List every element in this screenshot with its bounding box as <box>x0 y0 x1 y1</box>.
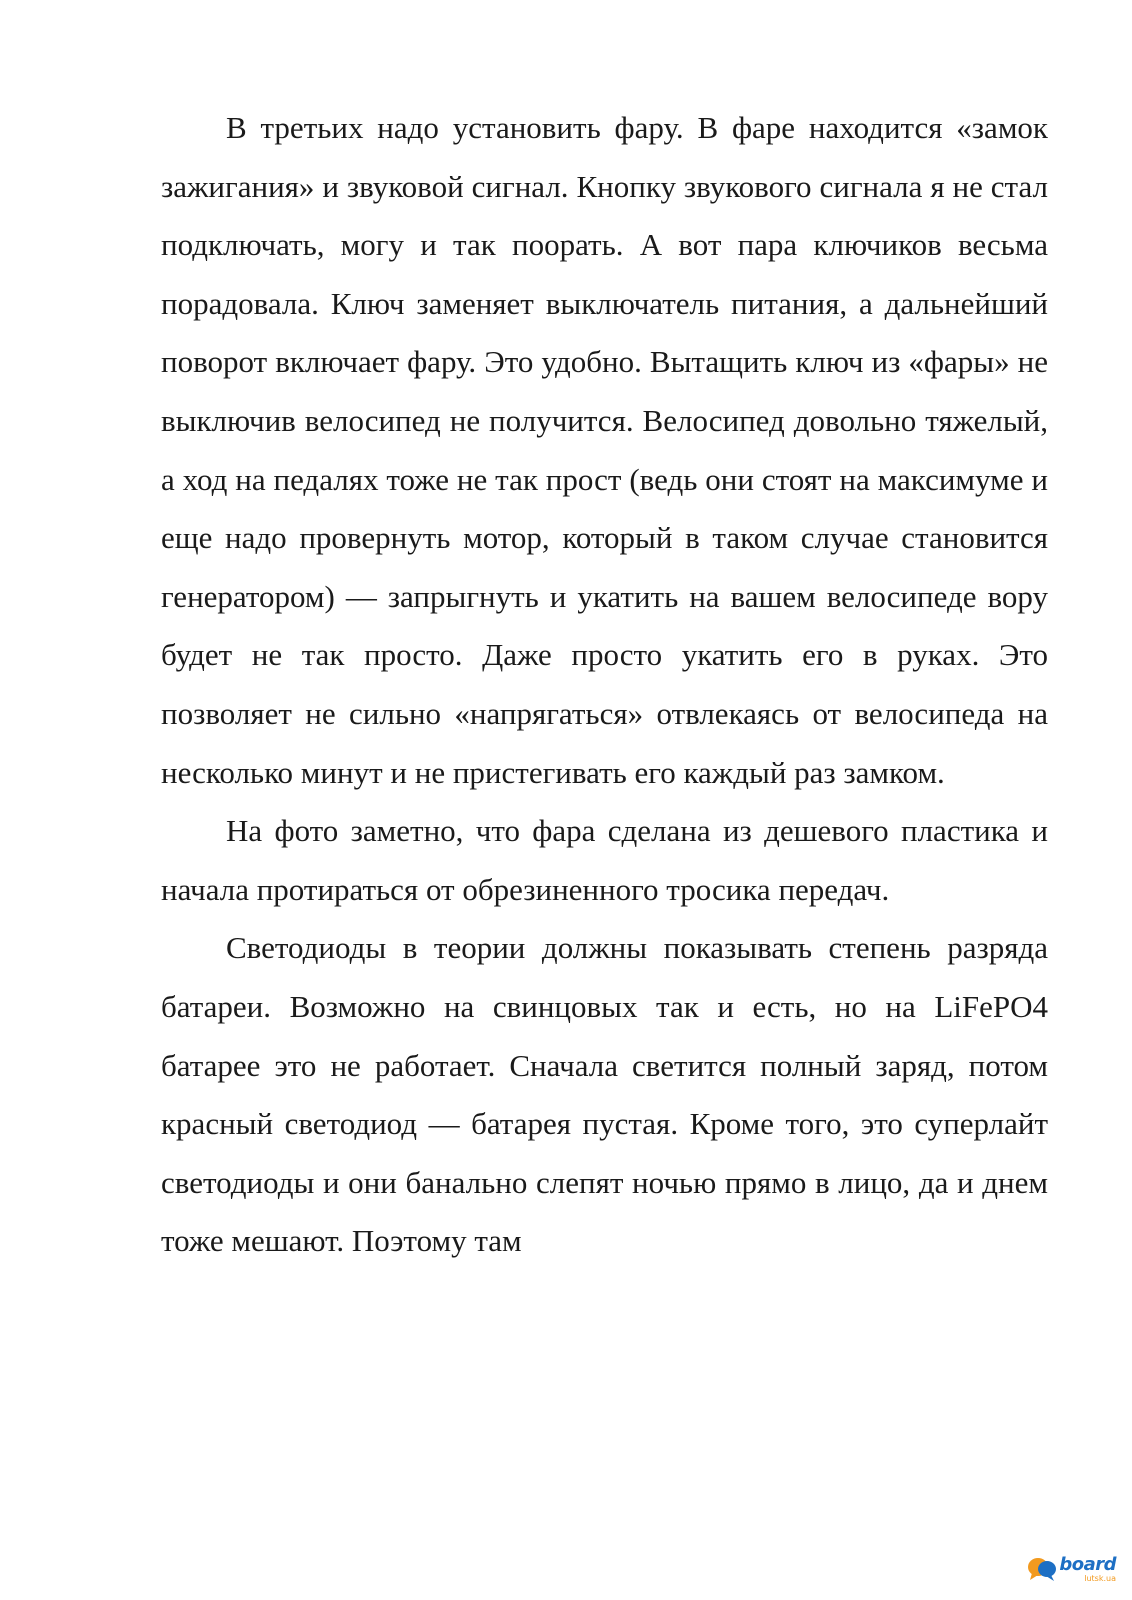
logo-text <box>1059 1553 1116 1583</box>
watermark-logo <box>1027 1552 1116 1586</box>
paragraph: В третьих надо установить фару. В фаре находится «замок зажигания» и звуковой сигнал. Кнопку звукового сигнала я не стал подключать, могу и так поорать. А вот пара ключиков весьма порадовала. Ключ заменяет выключатель питания, а дальнейший поворот включает фару. Это удобно. Вытащить ключ из «фары» не выключив велосипед не получится. Велосипед довольно тяжелый, а ход на педалях тоже не так прост (ведь они стоят на максимуме и еще надо провернуть мотор, который в таком случае становится генератором) — запрыгнуть и укатить на вашем велосипеде вору будет не так просто. Даже просто укатить его в руках. Это позволяет не сильно «напрягаться» отвлекаясь от велосипеда на несколько минут и не пристегивать его каждый раз замком. <box>161 110 1048 790</box>
paragraph: Светодиоды в теории должны показывать степень разряда батареи. Возможно на свинцовых так и есть, но на LiFePO4 батарее это не работает. Сначала светится полный заряд, потом красный светодиод — батарея пустая. Кроме того, это суперлайт светодиоды и они банально слепят ночью прямо в лицо, да и днем тоже мешают. Поэтому там <box>161 930 1048 1259</box>
paragraph: На фото заметно, что фара сделана из дешевого пластика и начала протираться от обрезиненного тросика передач. <box>161 813 1048 907</box>
logo-site: lutsk.ua <box>1084 1573 1116 1583</box>
logo-word: board <box>1059 1553 1116 1575</box>
speech-bubble-logo-icon <box>1027 1556 1057 1582</box>
body-text <box>161 99 1048 1271</box>
